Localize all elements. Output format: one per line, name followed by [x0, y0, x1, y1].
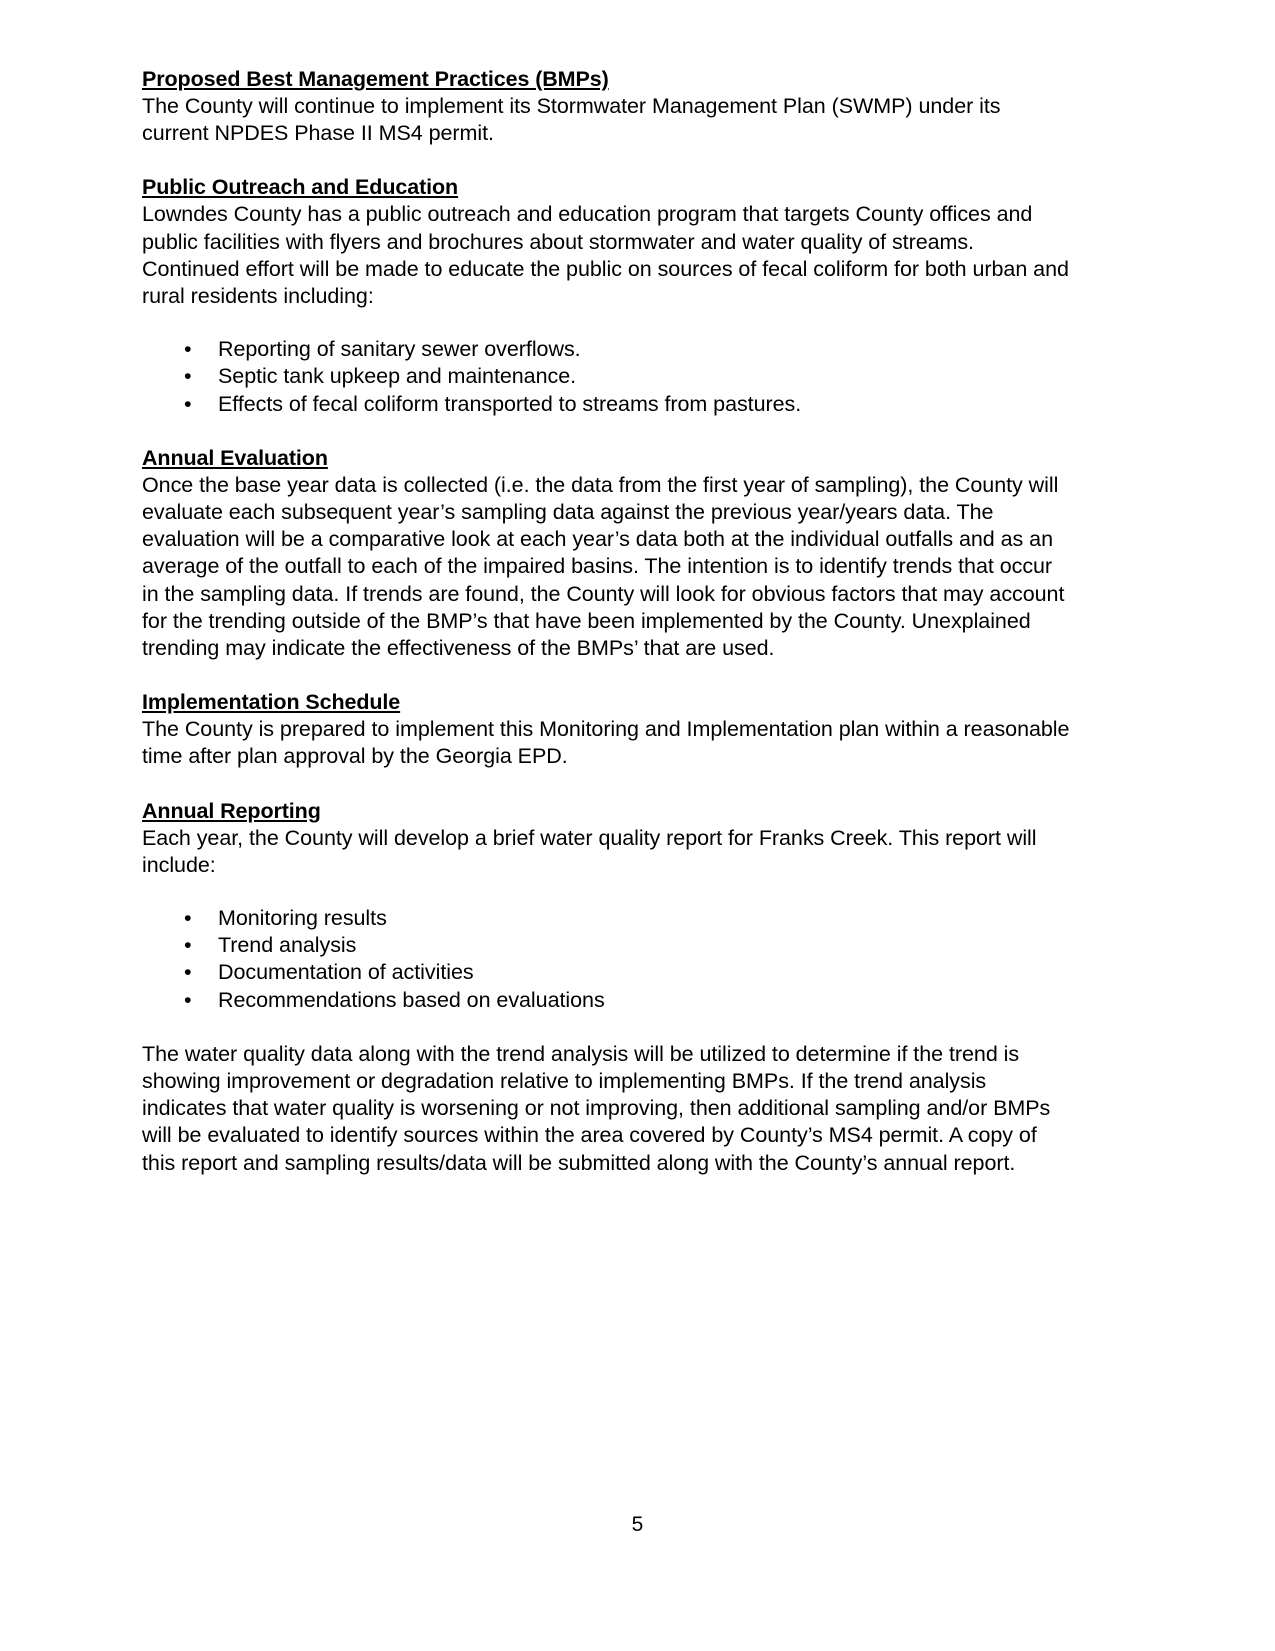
- document-body: [142, 66, 1072, 1177]
- bullet-icon: •: [184, 987, 192, 1012]
- list-item-label: Monitoring results: [218, 906, 387, 931]
- list-item-label: Effects of fecal coliform transported to streams from pastures.: [218, 391, 802, 416]
- section-paragraph-public-outreach: Lowndes County has a public outreach and education program that targets County offices and public facilities with flyers and brochures about stormwater and water quality of streams. Continued effort will be made to educate the public on sources of fecal coliform for both urban and rural residents including:: [142, 202, 1069, 309]
- bullet-list-annual-reporting: [142, 905, 1072, 1014]
- section-heading-annual-reporting-text: Annual Reporting: [142, 798, 321, 823]
- list-item: [142, 336, 1072, 363]
- section-heading-bmps-text: Proposed Best Management Practices (BMPs): [142, 67, 609, 91]
- section-heading-public-outreach-text: Public Outreach and Education: [142, 175, 459, 200]
- list-item-label: Septic tank upkeep and maintenance.: [218, 364, 577, 389]
- list-item: [142, 987, 1072, 1014]
- list-item-label: Reporting of sanitary sewer overflows.: [218, 337, 581, 362]
- list-item-label: Trend analysis: [218, 933, 357, 958]
- bullet-icon: •: [184, 906, 192, 931]
- spacer: [142, 771, 1072, 798]
- list-item-label: Documentation of activities: [218, 960, 474, 985]
- section-heading-annual-evaluation-text: Annual Evaluation: [142, 445, 328, 470]
- list-item: [142, 391, 1072, 418]
- list-item-label: Recommendations based on evaluations: [218, 987, 605, 1012]
- section-heading-implementation-schedule: [142, 689, 1072, 716]
- bullet-icon: •: [184, 337, 192, 362]
- section-heading-implementation-schedule-text: Implementation Schedule: [142, 690, 401, 715]
- section-heading-annual-reporting: [142, 798, 1072, 825]
- list-item: [142, 959, 1072, 986]
- bullet-icon: •: [184, 364, 192, 389]
- list-item: [142, 932, 1072, 959]
- spacer: [142, 1014, 1072, 1041]
- bullet-icon: •: [184, 960, 192, 985]
- section-paragraph-closing: The water quality data along with the trend analysis will be utilized to determine if the trend is showing improvement or degradation relative to implementing BMPs. If the trend analysis indicates that water quality is worsening or not improving, then additional sampling and/or BMPs will be evaluated to identify sources within the area covered by County’s MS4 permit. A copy of this report and sampling results/data will be submitted along with the County’s annual report.: [142, 1041, 1051, 1175]
- spacer: [142, 310, 1072, 336]
- section-heading-public-outreach: [142, 174, 1072, 201]
- list-item: [142, 363, 1072, 390]
- section-heading-bmps: [142, 66, 1072, 93]
- bullet-icon: •: [184, 933, 192, 958]
- section-paragraph-bmps: The County will continue to implement its Stormwater Management Plan (SWMP) under its current NPDES Phase II MS4 permit.: [142, 94, 1001, 146]
- section-heading-annual-evaluation: [142, 445, 1072, 472]
- bullet-icon: •: [184, 391, 192, 416]
- page-number: 5: [631, 1513, 644, 1536]
- spacer: [142, 879, 1072, 905]
- section-paragraph-implementation-schedule: The County is prepared to implement this Monitoring and Implementation plan within a reasonable time after plan approval by the Georgia EPD.: [142, 717, 1070, 769]
- spacer: [142, 662, 1072, 689]
- spacer: [142, 418, 1072, 445]
- section-paragraph-annual-evaluation: Once the base year data is collected (i.e. the data from the first year of sampling), the County will evaluate each subsequent year’s sampling data against the previous year/years data. The evaluation will be a comparative look at each year’s data both at the individual outfalls and as an average of the outfall to each of the impaired basins. The intention is to identify trends that occur in the sampling data. If trends are found, the County will look for obvious factors that may account for the trending outside of the BMP’s that have been implemented by the County. Unexplained trending may indicate the effectiveness of the BMPs’ that are used.: [142, 472, 1065, 661]
- bullet-list-public-outreach: [142, 336, 1072, 418]
- list-item: [142, 905, 1072, 932]
- spacer: [142, 147, 1072, 174]
- section-paragraph-annual-reporting: Each year, the County will develop a brief water quality report for Franks Creek. This report will include:: [142, 825, 1037, 877]
